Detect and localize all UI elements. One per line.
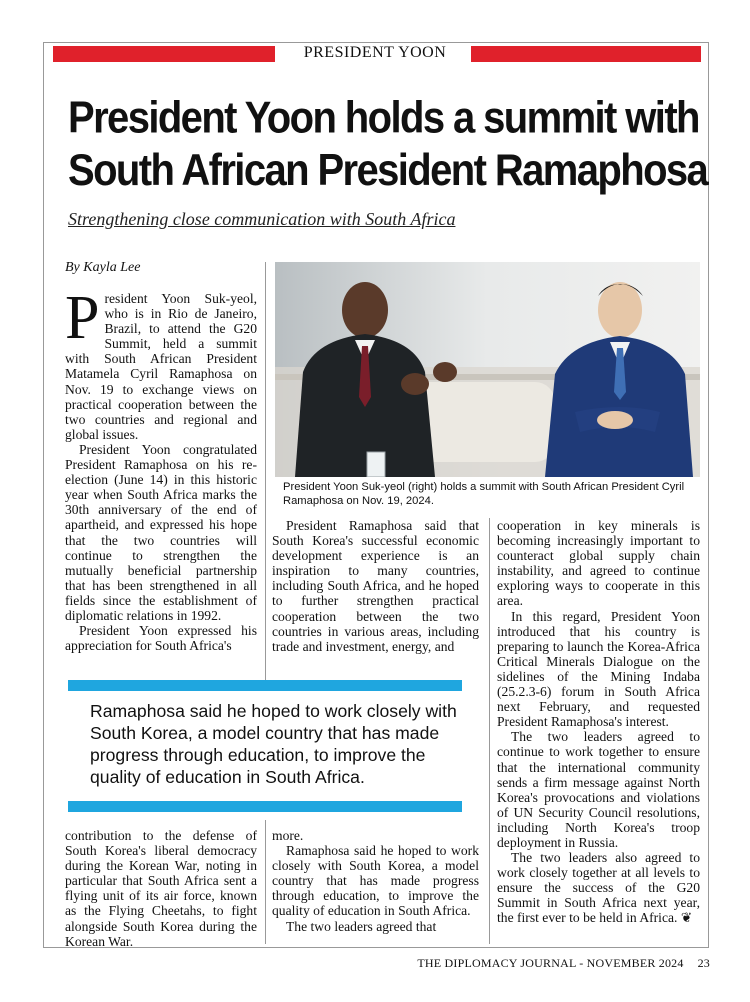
- end-mark-icon: ❦: [680, 910, 693, 926]
- pull-quote-bar-bottom: [68, 801, 462, 812]
- paragraph: contribution to the defense of South Korea's liberal democracy during the Korean War, noting in particular that South Africa sent a flying unit of its air force, known as the Flying Cheetahs, to fight alongside South Korea during the Korean War.: [65, 828, 257, 949]
- headline-line-2: South African President Ramaphosa: [68, 145, 708, 196]
- byline: By Kayla Lee: [65, 260, 141, 275]
- paragraph: cooperation in key minerals is becoming increasingly important to counteract global supply chain instability, and agreed to continue exploring ways to cooperate in this area.: [497, 518, 700, 609]
- paragraph: President Yoon congratulated President Ramaphosa on his re-election (June 14) in this historic year when South Africa marks the 30th anniversary of the end of apartheid, and expressed his hope that the two countries will continue to strengthen the mutually beneficial partnership that has been strengthened in all fields since the establishment of diplomatic relations in 1992.: [65, 441, 257, 623]
- summit-photo-illustration: [275, 262, 700, 477]
- headline-line-1: President Yoon holds a summit with: [68, 93, 699, 143]
- summit-photo: [275, 262, 700, 477]
- pull-quote: Ramaphosa said he hoped to work closely with South Korea, a model country that has made progress through education, to improve the quality of education in South Africa.: [90, 701, 457, 787]
- subhead: Strengthening close communication with South Africa: [68, 209, 456, 229]
- article-column-2-upper: [272, 518, 479, 654]
- paragraph: President Ramaphosa said that South Korea's successful economic development experience is an inspiration to many countries, including South Africa, and he hoped to further strengthen practical cooperation between the two countries in various areas, including trade and investment, energy, and: [272, 518, 479, 654]
- column-rule: [265, 820, 266, 944]
- section-bar-right: [471, 46, 701, 62]
- article-column-2-lower: [272, 828, 479, 934]
- drop-cap: P: [65, 284, 100, 352]
- section-bar-left: [53, 46, 275, 62]
- headline: [68, 92, 708, 197]
- photo-caption: President Yoon Suk-yeol (right) holds a summit with South African President Cyril Ramaphosa on Nov. 19, 2024.: [283, 481, 685, 507]
- column-rule: [265, 262, 266, 680]
- paragraph: Ramaphosa said he hoped to work closely with South Korea, a model country that has made progress through education, to improve the quality of education in South Africa.: [272, 843, 479, 919]
- paragraph: President Yoon Suk-yeol, who is in Rio de Janeiro, Brazil, to attend the G20 Summit, held a summit with South African President Matamela Cyril Ramaphosa on Nov. 19 to exchange views on practical cooperation between the two countries and regional and global issues.: [65, 284, 257, 442]
- pull-quote-bar-top: [68, 680, 462, 691]
- paragraph: The two leaders agreed to continue to work together to ensure that the international community sends a firm message against North Korea's provocations and violations of UN Security Council resolutions, including North Korea's troop deployment in Russia.: [497, 729, 700, 850]
- paragraph: more.: [272, 828, 304, 843]
- page-footer: [417, 956, 710, 971]
- paragraph: In this regard, President Yoon introduced that his country is preparing to launch the Korea-Africa Critical Minerals Dialogue on the sidelines of the Mining Indaba (25.2.3-6) forum in South Africa next February, and requested President Ramaphosa's interest.: [497, 608, 700, 730]
- article-column-1-lower: [65, 828, 257, 949]
- article-column-1-upper: [65, 284, 257, 654]
- footer-publication: THE DIPLOMACY JOURNAL - NOVEMBER 2024: [417, 956, 684, 970]
- paragraph: The two leaders agreed that: [286, 918, 437, 934]
- paragraph: President Yoon expressed his appreciation for South Africa's: [65, 623, 257, 654]
- section-label: PRESIDENT YOON: [303, 44, 447, 61]
- article-column-3: [497, 518, 700, 926]
- page-number: 23: [697, 956, 710, 970]
- paragraph: The two leaders also agreed to work closely together at all levels to ensure the success of the G20 Summit in South Africa next year, the first ever to be held in Africa. ❦: [497, 850, 700, 926]
- column-rule: [489, 518, 490, 944]
